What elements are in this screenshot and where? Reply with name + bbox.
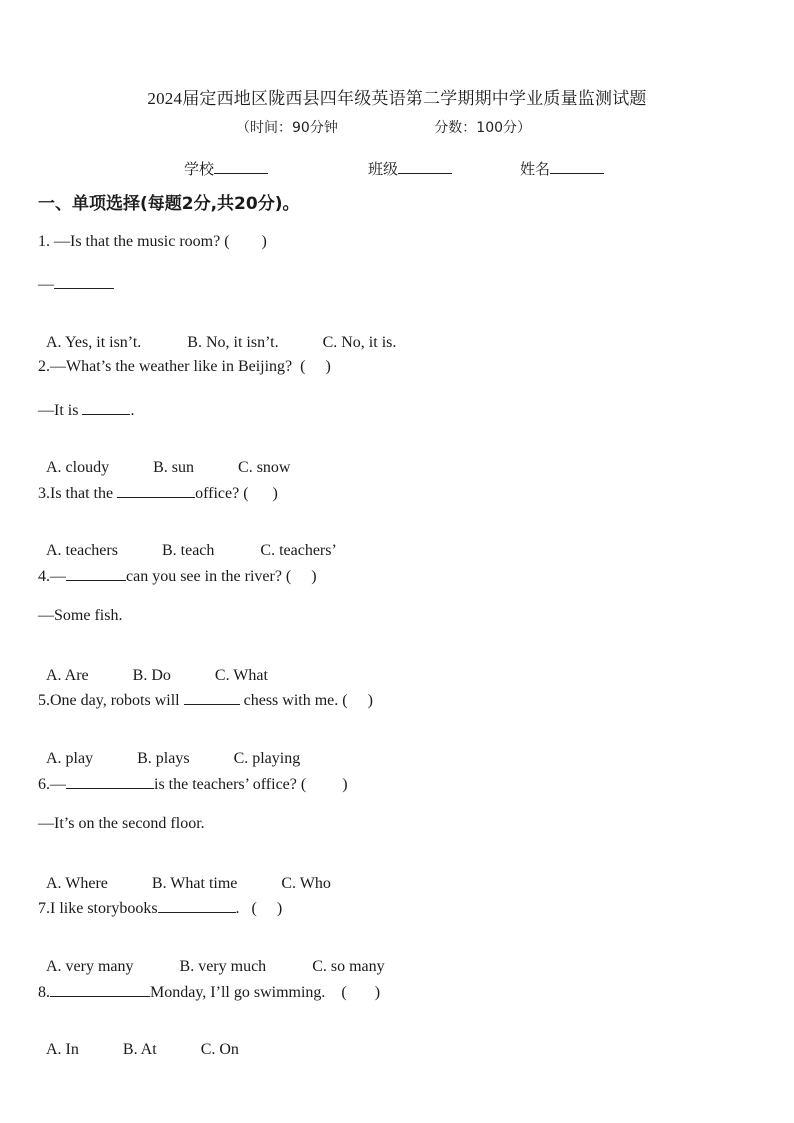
section-heading: 一、单项选择(每题2分,共20分)。: [38, 194, 300, 214]
question-2-options: [38, 441, 290, 477]
question-2: 2.—What’s the weather like in Beijing? ( ): [38, 358, 331, 375]
class-blank[interactable]: [398, 159, 452, 174]
option-a[interactable]: A. In: [46, 1041, 79, 1058]
school-field: 学校: [184, 158, 268, 179]
option-c[interactable]: C. On: [200, 1041, 239, 1058]
option-c[interactable]: C. teachers’: [260, 542, 337, 559]
option-a[interactable]: A. Yes, it isn’t.: [46, 334, 142, 351]
option-b[interactable]: B. plays: [137, 750, 190, 767]
question-blank[interactable]: [50, 982, 150, 997]
answer-blank[interactable]: [82, 400, 130, 415]
question-blank[interactable]: [66, 566, 126, 581]
option-b[interactable]: B. teach: [161, 542, 215, 559]
answer-blank[interactable]: [54, 274, 114, 289]
question-blank[interactable]: [158, 898, 236, 913]
question-6: 6.— is the teachers’ office? ( ): [38, 776, 348, 793]
option-b[interactable]: B. sun: [153, 459, 195, 476]
option-b[interactable]: B. very much: [179, 958, 267, 975]
option-c[interactable]: C. What: [214, 667, 268, 684]
question-6-options: [38, 857, 331, 893]
exam-subtitle: [236, 117, 531, 137]
option-b[interactable]: B. At: [122, 1041, 157, 1058]
question-8-options: [38, 1023, 239, 1059]
option-a[interactable]: A. play: [46, 750, 94, 767]
exam-title: 2024届定西地区陇西县四年级英语第二学期期中学业质量监测试题: [147, 89, 647, 108]
question-1-answer: —: [38, 274, 114, 294]
question-1: 1. —Is that the music room? ( ): [38, 233, 267, 250]
option-c[interactable]: C. so many: [312, 958, 385, 975]
question-6-answer: —It’s on the second floor.: [38, 815, 205, 832]
question-1-options: [38, 316, 396, 352]
option-a[interactable]: A. very many: [46, 958, 134, 975]
question-blank[interactable]: [66, 774, 154, 789]
option-c[interactable]: C. playing: [233, 750, 301, 767]
option-c[interactable]: C. No, it is.: [322, 334, 397, 351]
exam-score: 分数：100分）: [434, 120, 532, 136]
name-blank[interactable]: [550, 159, 604, 174]
question-4-answer: —Some fish.: [38, 607, 123, 624]
question-5: 5.One day, robots will chess with me. ( ): [38, 692, 373, 709]
option-a[interactable]: A. Are: [46, 667, 89, 684]
question-7-options: [38, 940, 385, 976]
option-b[interactable]: B. No, it isn’t.: [187, 334, 279, 351]
question-2-answer: —It is .: [38, 402, 135, 419]
option-c[interactable]: C. Who: [281, 875, 331, 892]
question-4-options: [38, 649, 268, 685]
option-a[interactable]: A. teachers: [46, 542, 118, 559]
class-field: 班级: [368, 158, 452, 179]
question-4: 4.— can you see in the river? ( ): [38, 568, 317, 585]
question-3-options: [38, 524, 337, 560]
question-blank[interactable]: [184, 690, 240, 705]
school-blank[interactable]: [214, 159, 268, 174]
exam-time: （时间：90分钟: [236, 120, 338, 136]
question-7: 7.I like storybooks . ( ): [38, 900, 283, 917]
question-5-options: [38, 732, 300, 768]
option-b[interactable]: B. What time: [151, 875, 238, 892]
question-3: 3.Is that the office? ( ): [38, 485, 278, 502]
question-blank[interactable]: [117, 483, 195, 498]
question-8: 8. Monday, I’ll go swimming. ( ): [38, 984, 381, 1001]
option-a[interactable]: A. cloudy: [46, 459, 110, 476]
name-field: 姓名: [520, 158, 604, 179]
option-a[interactable]: A. Where: [46, 875, 108, 892]
option-c[interactable]: C. snow: [238, 459, 291, 476]
option-b[interactable]: B. Do: [132, 667, 171, 684]
